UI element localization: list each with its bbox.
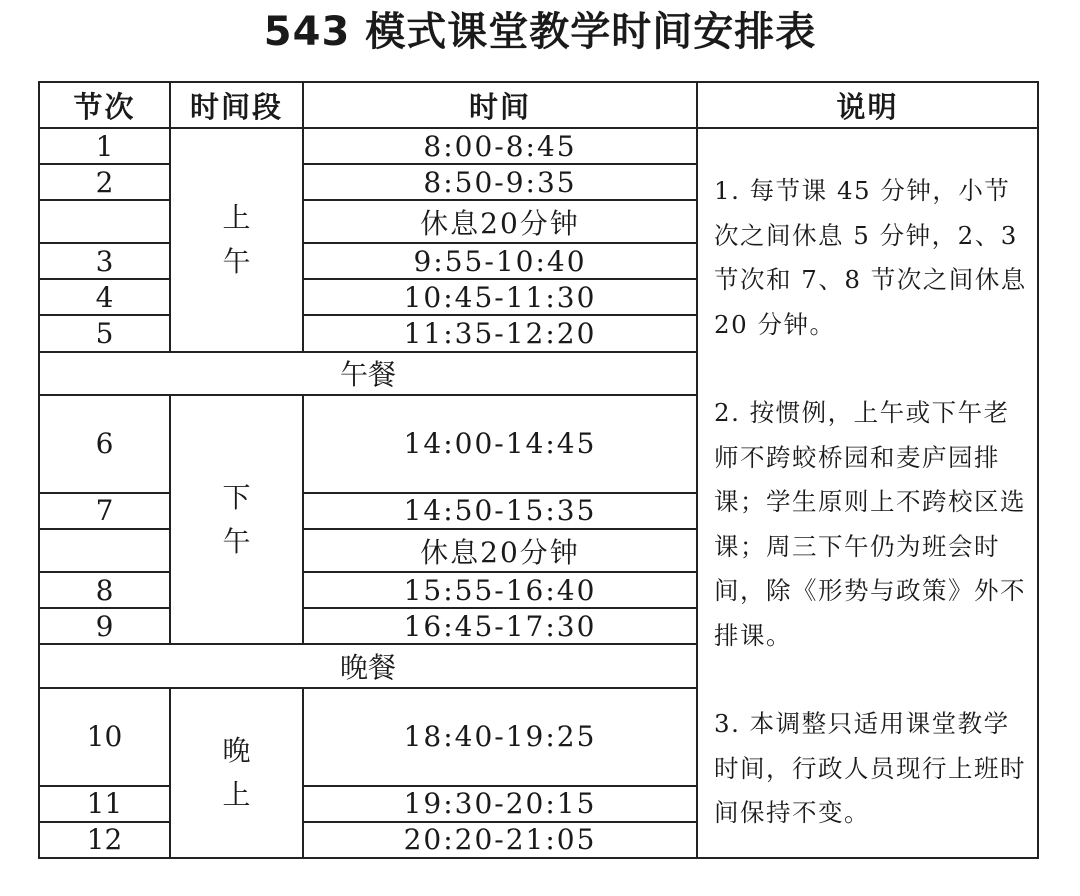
period-number (39, 200, 170, 243)
class-time: 9:55-10:40 (303, 243, 697, 279)
class-time: 18:40-19:25 (303, 688, 697, 786)
period-number: 7 (39, 493, 170, 529)
period-number (39, 529, 170, 572)
class-time: 14:00-14:45 (303, 395, 697, 493)
period-number: 11 (39, 786, 170, 822)
period-number: 2 (39, 164, 170, 200)
header-row (39, 82, 1038, 128)
header-notes: 说明 (697, 82, 1038, 128)
notes-cell (697, 128, 1038, 858)
note-item: 2. 按惯例，上午或下午老师不跨蛟桥园和麦庐园排课；学生原则上不跨校区选课；周三下午仍为班会时间，除《形势与政策》外不排课。 (714, 398, 1026, 650)
period-number: 3 (39, 243, 170, 279)
period-number: 4 (39, 279, 170, 315)
class-time: 19:30-20:15 (303, 786, 697, 822)
period-morning (170, 128, 303, 352)
break-time: 休息20分钟 (303, 200, 697, 243)
header-period-number: 节次 (39, 82, 170, 128)
class-time: 8:00-8:45 (303, 128, 697, 164)
meal-label-dinner: 晚餐 (39, 644, 697, 687)
period-number: 5 (39, 315, 170, 351)
page-title: 543 模式课堂教学时间安排表 (263, 9, 817, 55)
class-time: 10:45-11:30 (303, 279, 697, 315)
period-number: 9 (39, 608, 170, 644)
header-time-slot: 时间段 (170, 82, 303, 128)
class-time: 14:50-15:35 (303, 493, 697, 529)
period-afternoon (170, 395, 303, 645)
period-morning-label: 上午 (222, 200, 251, 278)
header-time: 时间 (303, 82, 697, 128)
period-number: 6 (39, 395, 170, 493)
period-number: 12 (39, 822, 170, 858)
class-time: 15:55-16:40 (303, 572, 697, 608)
period-number: 1 (39, 128, 170, 164)
period-afternoon-label: 下午 (222, 480, 251, 558)
class-time: 20:20-21:05 (303, 822, 697, 858)
note-item: 3. 本调整只适用课堂教学时间，行政人员现行上班时间保持不变。 (714, 709, 1026, 827)
period-evening-label: 晚上 (222, 733, 251, 811)
period-evening (170, 688, 303, 858)
period-number: 10 (39, 688, 170, 786)
class-time: 8:50-9:35 (303, 164, 697, 200)
meal-label-lunch: 午餐 (39, 352, 697, 395)
schedule-table (38, 81, 1039, 859)
class-time: 16:45-17:30 (303, 608, 697, 644)
period-number: 8 (39, 572, 170, 608)
break-time: 休息20分钟 (303, 529, 697, 572)
class-time: 11:35-12:20 (303, 315, 697, 351)
table-row (39, 128, 1038, 164)
note-item: 1. 每节课 45 分钟，小节次之间休息 5 分钟，2、3 节次和 7、8 节次之间休息 20 分钟。 (714, 176, 1027, 339)
